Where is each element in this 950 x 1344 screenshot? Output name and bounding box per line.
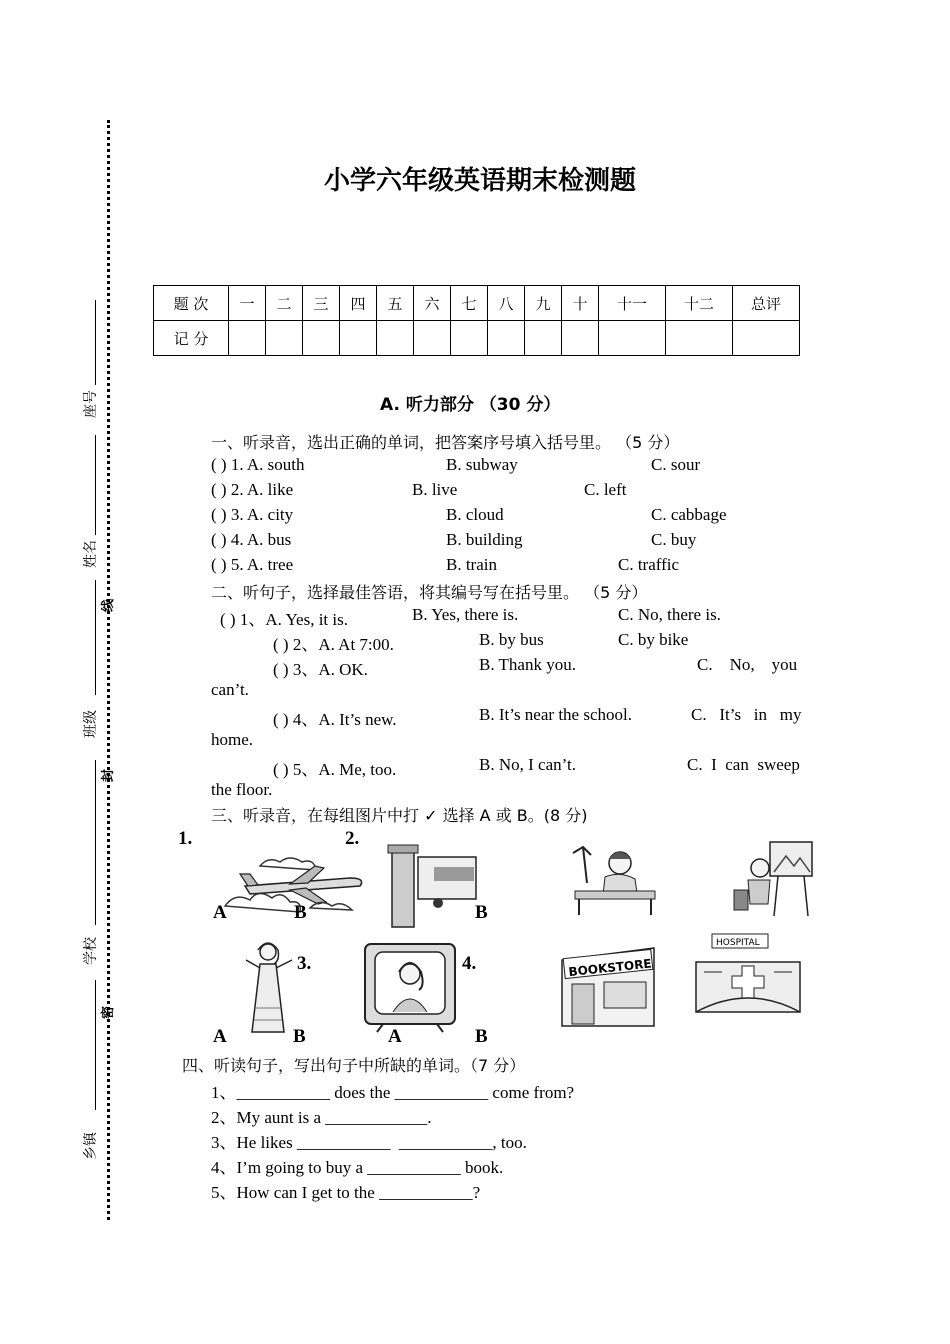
q2-item-c: C. by bike: [618, 630, 689, 649]
q3-option-a-label: A: [213, 1026, 227, 1047]
q3-number-3: 3.: [297, 953, 312, 974]
q3-option-a-label: A: [388, 1026, 402, 1047]
score-header-cell: 三: [303, 286, 340, 321]
score-header-cell: 六: [414, 286, 451, 321]
score-cell[interactable]: [414, 321, 451, 356]
tv-picture: [363, 942, 458, 1034]
score-cell[interactable]: [562, 321, 599, 356]
q4-sentence: 1、___________ does the ___________ come from?: [211, 1083, 575, 1102]
boy-painting-picture: [730, 838, 815, 918]
score-header-cell: 九: [525, 286, 562, 321]
hospital-picture: [692, 932, 804, 1022]
q2-item-a: ( ) 5、A. Me, too.: [273, 760, 397, 779]
page-title: 小学六年级英语期末检测题: [323, 166, 636, 196]
score-header-cell: 二: [266, 286, 303, 321]
score-header-cell: 总评: [733, 286, 800, 321]
q2-item-continuation: the floor.: [211, 780, 273, 799]
section-a-heading: A. 听力部分 （30 分）: [380, 395, 561, 415]
q2-item-continuation: home.: [211, 730, 254, 749]
bookstore-sign: BOOKSTORE: [567, 956, 653, 980]
score-header-row: [154, 286, 800, 321]
score-header-cell: 题 次: [154, 286, 229, 321]
q1-heading: 一、听录音，选出正确的单词，把答案序号填入括号里。 （5 分）: [211, 433, 680, 452]
name-label: 姓名: [83, 540, 99, 568]
bookstore-picture: [558, 940, 658, 1028]
q3-option-b-label: B: [475, 902, 488, 923]
q4-sentence: 2、My aunt is a ____________.: [211, 1108, 432, 1127]
q3-number-2: 2.: [345, 828, 360, 849]
q3-number-1: 1.: [178, 828, 193, 849]
q1-item-b: B. building: [446, 530, 523, 549]
score-cell[interactable]: [340, 321, 377, 356]
q2-heading: 二、听句子，选择最佳答语，将其编号写在括号里。 （5 分）: [211, 583, 648, 602]
q2-item-c: C. I can sweep: [687, 755, 800, 774]
score-header-cell: 十一: [599, 286, 666, 321]
girl-desk-picture: [565, 843, 660, 918]
q1-item-a: ( ) 4. A. bus: [211, 530, 292, 549]
q4-heading: 四、听读句子，写出句子中所缺的单词。（7 分）: [182, 1056, 526, 1075]
q2-item-b: B. It’s near the school.: [479, 705, 632, 724]
q1-item-a: ( ) 1. A. south: [211, 455, 305, 474]
class-underline: [95, 580, 96, 695]
q3-option-b-label: B: [293, 1026, 306, 1047]
school-underline: [95, 760, 96, 925]
score-cell[interactable]: [525, 321, 562, 356]
q2-item-b: B. by bus: [479, 630, 544, 649]
q2-item-c: C. No, there is.: [618, 605, 721, 624]
q2-item-c: C. No, you: [697, 655, 798, 674]
score-row-label: 记 分: [154, 321, 229, 356]
score-cell[interactable]: [451, 321, 488, 356]
school-label: 学校: [83, 937, 99, 965]
q3-option-b-label: B: [294, 902, 307, 923]
q2-item-a: ( ) 2、A. At 7:00.: [273, 635, 394, 654]
score-cell[interactable]: [229, 321, 266, 356]
score-table: [153, 285, 800, 356]
q1-item-b: B. train: [446, 555, 497, 574]
q1-item-a: ( ) 2. A. like: [211, 480, 294, 499]
fold-mark-seal: 封: [101, 768, 117, 783]
class-label: 班级: [83, 710, 99, 738]
q2-item-b: B. Yes, there is.: [412, 605, 519, 624]
bus-stop-picture: [378, 843, 478, 931]
score-header-cell: 十: [562, 286, 599, 321]
q1-item-c: C. cabbage: [651, 505, 727, 524]
score-cell[interactable]: [733, 321, 800, 356]
seat-label: 座号: [83, 390, 99, 418]
score-cell[interactable]: [377, 321, 414, 356]
seat-underline: [95, 300, 96, 385]
q1-item-c: C. sour: [651, 455, 701, 474]
q2-item-b: B. No, I can’t.: [479, 755, 576, 774]
q2-item-b: B. Thank you.: [479, 655, 576, 674]
q2-item-continuation: can’t.: [211, 680, 249, 699]
q1-item-b: B. cloud: [446, 505, 504, 524]
q4-sentence: 3、He likes ___________ ___________, too.: [211, 1133, 527, 1152]
score-header-cell: 七: [451, 286, 488, 321]
town-label: 乡镇: [83, 1132, 99, 1160]
score-header-cell: 五: [377, 286, 414, 321]
score-header-cell: 一: [229, 286, 266, 321]
score-cell[interactable]: [488, 321, 525, 356]
q2-item-a: ( ) 3、A. OK.: [273, 660, 368, 679]
score-cell[interactable]: [303, 321, 340, 356]
q3-option-b-label: B: [475, 1026, 488, 1047]
q1-item-c: C. buy: [651, 530, 697, 549]
q4-sentence: 5、How can I get to the ___________?: [211, 1183, 481, 1202]
q1-item-a: ( ) 3. A. city: [211, 505, 294, 524]
q1-item-c: C. traffic: [618, 555, 680, 574]
score-cell[interactable]: [599, 321, 666, 356]
score-header-cell: 八: [488, 286, 525, 321]
fold-mark-line: 线: [101, 598, 117, 613]
binding-dotted-line: [107, 120, 110, 1220]
q2-item-a: ( ) 1、A. Yes, it is.: [220, 610, 348, 629]
fold-mark-secret: 密: [101, 1005, 117, 1020]
score-value-row: [154, 321, 800, 356]
singing-woman-picture: [238, 938, 298, 1038]
score-cell[interactable]: [266, 321, 303, 356]
town-underline: [95, 980, 96, 1110]
q1-item-a: ( ) 5. A. tree: [211, 555, 294, 574]
q1-item-c: C. left: [584, 480, 627, 499]
score-cell[interactable]: [666, 321, 733, 356]
name-underline: [95, 435, 96, 535]
q2-item-c: C. It’s in my: [691, 705, 802, 724]
score-header-cell: 十二: [666, 286, 733, 321]
q1-item-b: B. live: [412, 480, 458, 499]
q1-item-b: B. subway: [446, 455, 518, 474]
hospital-sign: HOSPITAL: [716, 938, 760, 948]
q3-heading: 三、听录音，在每组图片中打 ✓ 选择 A 或 B。(8 分): [211, 806, 588, 825]
q3-option-a-label: A: [213, 902, 227, 923]
q3-number-4: 4.: [462, 953, 477, 974]
score-header-cell: 四: [340, 286, 377, 321]
q2-item-a: ( ) 4、A. It’s new.: [273, 710, 397, 729]
q4-sentence: 4、I’m going to buy a ___________ book.: [211, 1158, 504, 1177]
